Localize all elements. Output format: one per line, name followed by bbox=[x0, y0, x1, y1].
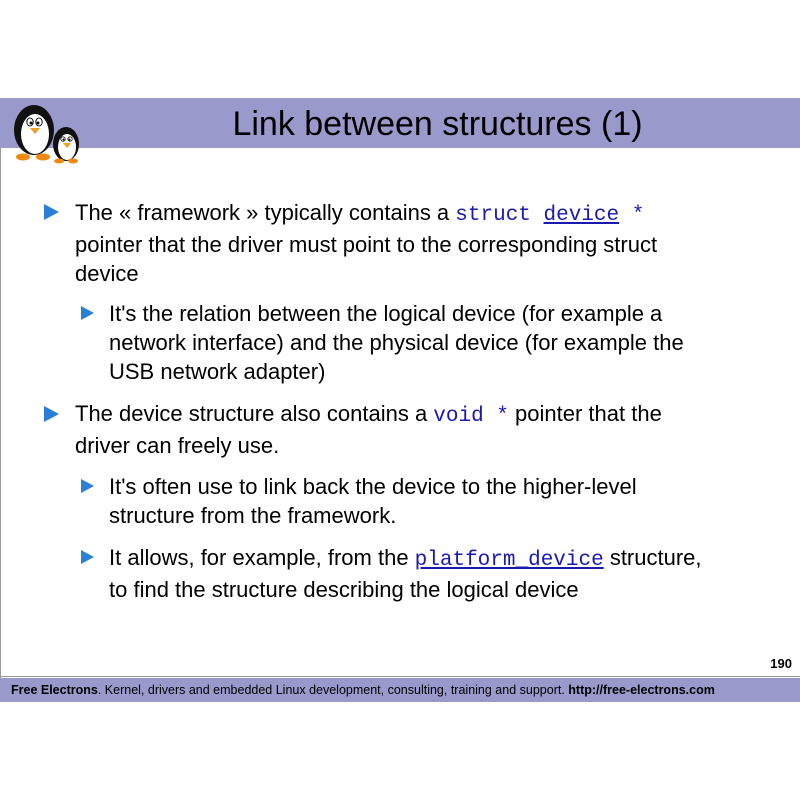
bullet-text: to find the structure describing the logical device bbox=[109, 577, 579, 602]
footer-brand: Free Electrons bbox=[11, 683, 98, 697]
list-item bbox=[109, 472, 637, 530]
list-item bbox=[75, 399, 662, 460]
bullet-text: It allows, for example, from the bbox=[109, 545, 415, 570]
bullet-text: network interface) and the physical device (for example the bbox=[109, 330, 684, 355]
platform-device-link[interactable]: platform_device bbox=[414, 549, 604, 572]
bullet-text: pointer that the bbox=[508, 401, 662, 426]
page-number: 190 bbox=[770, 656, 792, 671]
code-pointer: * bbox=[631, 204, 645, 227]
footer-text: . Kernel, drivers and embedded Linux development, consulting, training and support. bbox=[97, 683, 569, 697]
slide bbox=[0, 98, 800, 702]
bullet-text: The « framework » typically contains a bbox=[75, 200, 456, 225]
bullet-text: It's the relation between the logical device (for example a bbox=[109, 301, 663, 326]
bullet-text: structure, bbox=[603, 545, 702, 570]
bullet-icon bbox=[81, 550, 94, 564]
bullet-text: pointer that the driver must point to the corresponding struct bbox=[75, 232, 658, 257]
list-item bbox=[75, 198, 657, 288]
device-link[interactable]: device bbox=[543, 204, 620, 227]
slide-title: Link between structures (1) bbox=[232, 105, 643, 143]
bullet-text: USB network adapter) bbox=[109, 359, 326, 384]
bullet-text: device bbox=[75, 261, 139, 286]
code-struct: struct bbox=[455, 204, 531, 227]
bullet-icon bbox=[81, 306, 94, 320]
footer bbox=[0, 678, 800, 702]
bullet-text: It's often use to link back the device to the higher-level bbox=[109, 474, 637, 499]
code-void-pointer: void * bbox=[433, 405, 509, 428]
list-item bbox=[109, 299, 684, 386]
bullet-text: The device structure also contains a bbox=[75, 401, 434, 426]
bullet-text: structure from the framework. bbox=[109, 503, 397, 528]
bullet-icon bbox=[44, 204, 59, 220]
bullet-icon bbox=[81, 479, 94, 493]
list-item bbox=[109, 543, 702, 604]
footer-url-link[interactable]: http://free-electrons.com bbox=[568, 683, 715, 697]
footer-divider bbox=[0, 676, 800, 677]
bullet-icon bbox=[44, 406, 59, 422]
bullet-text: driver can freely use. bbox=[75, 433, 280, 458]
